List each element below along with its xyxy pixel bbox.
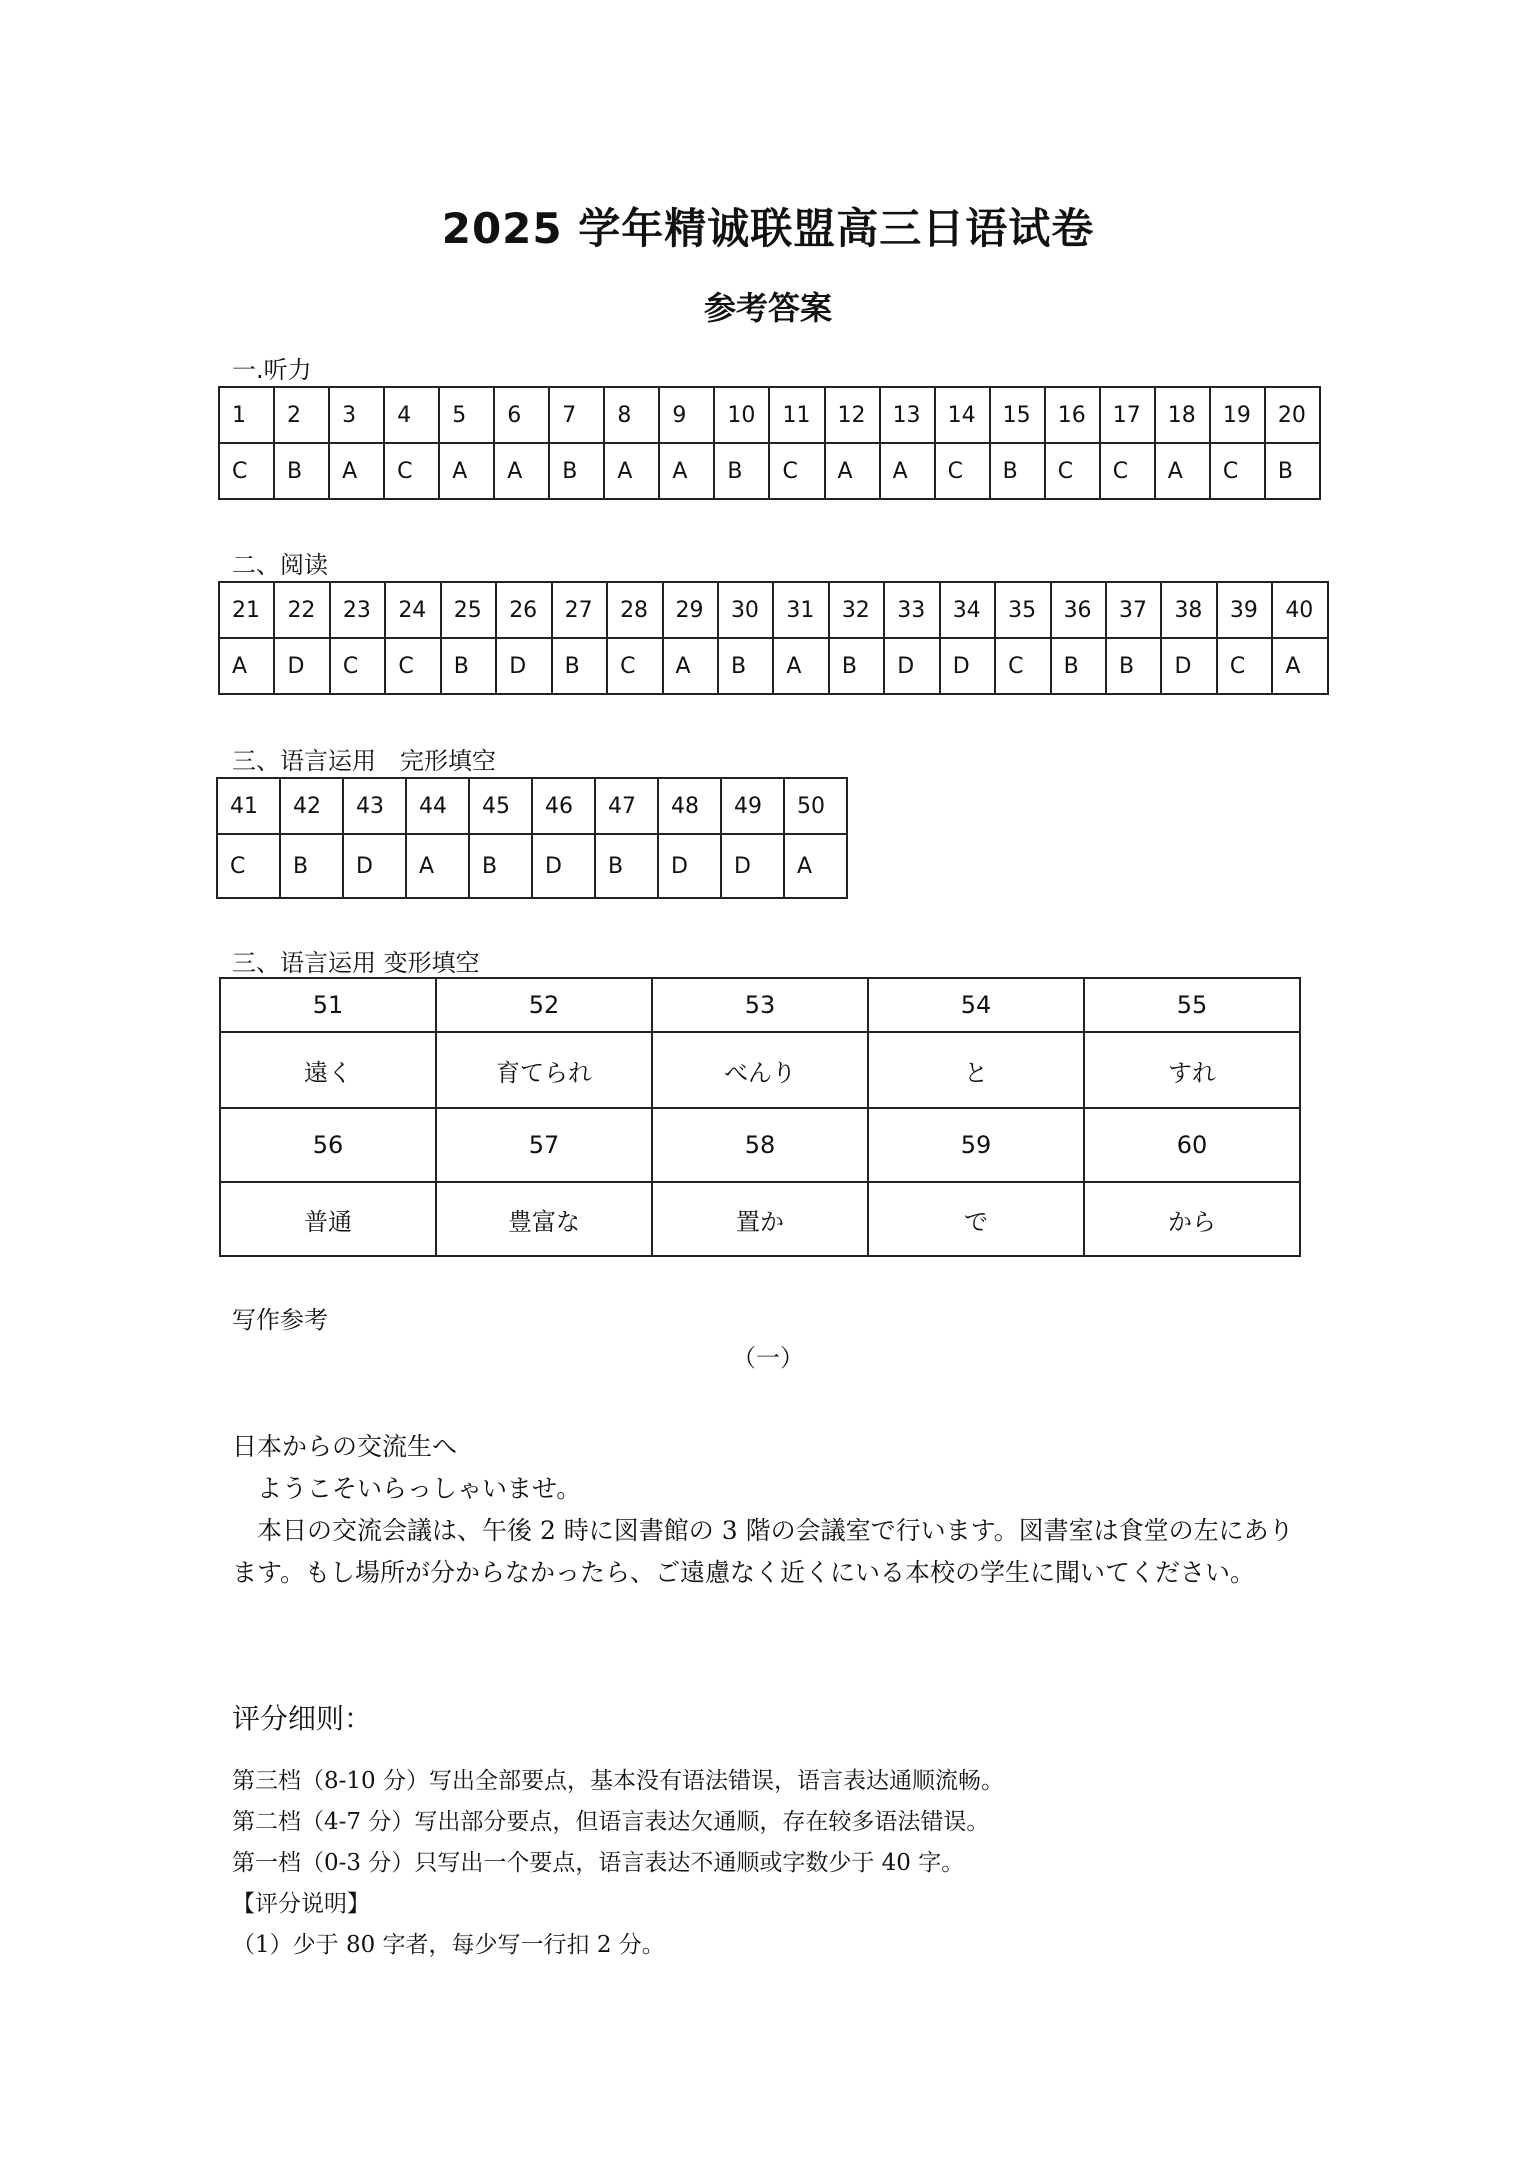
reading-label: 二、阅读 [232, 551, 328, 579]
question-number-cell: 27 [552, 582, 607, 638]
question-number-cell: 44 [406, 778, 469, 834]
answer-cell: D [532, 834, 595, 898]
answer-cell: A [1155, 443, 1210, 499]
answer-cell: C [1045, 443, 1100, 499]
answer-cell: B [595, 834, 658, 898]
answer-cell: B [990, 443, 1045, 499]
answer-cell: で [868, 1182, 1084, 1256]
answer-cell: C [995, 638, 1050, 694]
question-number-cell: 12 [825, 387, 880, 443]
answer-cell: C [1210, 443, 1265, 499]
question-number-cell: 41 [217, 778, 280, 834]
rubric-note1: （1）少于 80 字者，每少写一行扣 2 分。 [232, 1932, 665, 1958]
question-number-cell: 15 [990, 387, 1045, 443]
answer-cell: と [868, 1032, 1084, 1108]
question-number-cell: 13 [880, 387, 935, 443]
question-number-cell: 60 [1084, 1108, 1300, 1182]
answer-cell: D [343, 834, 406, 898]
cloze-table [216, 777, 848, 899]
question-number-cell: 43 [343, 778, 406, 834]
question-number-cell: 25 [441, 582, 496, 638]
question-number-cell: 17 [1100, 387, 1155, 443]
inflection-number-row-1 [220, 978, 1300, 1032]
answer-cell: A [439, 443, 494, 499]
question-number-cell: 47 [595, 778, 658, 834]
answer-cell: A [406, 834, 469, 898]
question-number-cell: 59 [868, 1108, 1084, 1182]
question-number-cell: 10 [714, 387, 769, 443]
answer-cell: C [330, 638, 385, 694]
cloze-label: 三、语言运用 完形填空 [232, 747, 496, 775]
answer-cell: C [219, 443, 274, 499]
inflection-answer-row-1 [220, 1032, 1300, 1108]
answer-cell: 遠く [220, 1032, 436, 1108]
answer-cell: A [663, 638, 718, 694]
question-number-cell: 21 [219, 582, 274, 638]
question-number-cell: 2 [274, 387, 329, 443]
rubric-heading: 评分细则： [232, 1702, 373, 1735]
question-number-cell: 37 [1106, 582, 1161, 638]
question-number-cell: 8 [604, 387, 659, 443]
answer-cell: A [1272, 638, 1328, 694]
answer-cell: D [721, 834, 784, 898]
answer-cell: A [604, 443, 659, 499]
listening-number-row [219, 387, 1320, 443]
answer-cell: B [549, 443, 604, 499]
answer-cell: D [274, 638, 329, 694]
answer-cell: B [280, 834, 343, 898]
answer-cell: べんり [652, 1032, 868, 1108]
question-number-cell: 3 [329, 387, 384, 443]
listening-answer-row [219, 443, 1320, 499]
rubric [232, 1698, 1332, 1966]
answer-cell: D [1161, 638, 1216, 694]
question-number-cell: 7 [549, 387, 604, 443]
answer-cell: B [441, 638, 496, 694]
question-number-cell: 26 [496, 582, 551, 638]
question-number-cell: 28 [607, 582, 662, 638]
answer-cell: C [607, 638, 662, 694]
answer-cell: A [880, 443, 935, 499]
question-number-cell: 31 [773, 582, 828, 638]
question-number-cell: 36 [1051, 582, 1106, 638]
answer-cell: A [773, 638, 828, 694]
question-number-cell: 57 [436, 1108, 652, 1182]
answer-cell: 普通 [220, 1182, 436, 1256]
answer-cell: B [274, 443, 329, 499]
answer-cell: B [469, 834, 532, 898]
question-number-cell: 24 [385, 582, 440, 638]
answer-cell: 豊富な [436, 1182, 652, 1256]
question-number-cell: 40 [1272, 582, 1328, 638]
rubric-tier1: 第一档（0-3 分）只写出一个要点，语言表达不通顺或字数少于 40 字。 [232, 1850, 965, 1876]
reading-number-row [219, 582, 1328, 638]
question-number-cell: 16 [1045, 387, 1100, 443]
question-number-cell: 33 [884, 582, 939, 638]
question-number-cell: 48 [658, 778, 721, 834]
answer-cell: C [384, 443, 439, 499]
question-number-cell: 52 [436, 978, 652, 1032]
writing-sample [232, 1426, 1312, 1594]
writing-greeting: 日本からの交流生へ [232, 1432, 458, 1461]
answer-cell: C [935, 443, 990, 499]
question-number-cell: 29 [663, 582, 718, 638]
answer-cell: B [718, 638, 773, 694]
answer-cell: D [884, 638, 939, 694]
inflection-answer-row-2 [220, 1182, 1300, 1256]
question-number-cell: 49 [721, 778, 784, 834]
writing-part: （一） [732, 1344, 804, 1372]
answer-cell: C [385, 638, 440, 694]
question-number-cell: 34 [940, 582, 995, 638]
reading-table [218, 581, 1329, 695]
question-number-cell: 14 [935, 387, 990, 443]
writing-body: 本日の交流会議は、午後 2 時に図書館の 3 階の会議室で行います。図書室は食堂の左にあります。もし場所が分からなかったら、ご遠慮なく近くにいる本校の学生に聞いてください。 [232, 1516, 1294, 1587]
cloze-number-row [217, 778, 847, 834]
question-number-cell: 22 [274, 582, 329, 638]
answer-cell: B [714, 443, 769, 499]
rubric-tier2: 第二档（4-7 分）写出部分要点，但语言表达欠通顺，存在较多语法错误。 [232, 1809, 990, 1835]
answer-cell: B [1106, 638, 1161, 694]
rubric-tier3: 第三档（8-10 分）写出全部要点，基本没有语法错误，语言表达通顺流畅。 [232, 1768, 1004, 1794]
question-number-cell: 5 [439, 387, 494, 443]
question-number-cell: 39 [1217, 582, 1272, 638]
question-number-cell: 4 [384, 387, 439, 443]
answer-cell: B [1051, 638, 1106, 694]
inflection-number-row-2 [220, 1108, 1300, 1182]
answer-cell: D [940, 638, 995, 694]
answer-cell: B [552, 638, 607, 694]
answer-cell: A [329, 443, 384, 499]
page-title: 2025 学年精诚联盟高三日语试卷 [441, 204, 1095, 253]
question-number-cell: 56 [220, 1108, 436, 1182]
question-number-cell: 55 [1084, 978, 1300, 1032]
inflection-table [219, 977, 1301, 1257]
answer-cell: C [1217, 638, 1272, 694]
question-number-cell: 9 [659, 387, 714, 443]
answer-cell: D [658, 834, 721, 898]
question-number-cell: 45 [469, 778, 532, 834]
page-subtitle: 参考答案 [703, 289, 832, 327]
question-number-cell: 58 [652, 1108, 868, 1182]
answer-cell: C [1100, 443, 1155, 499]
cloze-answer-row [217, 834, 847, 898]
listening-label: 一.听力 [232, 356, 312, 384]
question-number-cell: 23 [330, 582, 385, 638]
answer-cell: A [659, 443, 714, 499]
answer-cell: B [1265, 443, 1320, 499]
question-number-cell: 19 [1210, 387, 1265, 443]
answer-cell: C [217, 834, 280, 898]
listening-table [218, 386, 1321, 500]
answer-cell: から [1084, 1182, 1300, 1256]
question-number-cell: 1 [219, 387, 274, 443]
writing-label: 写作参考 [232, 1306, 328, 1334]
inflection-label: 三、语言运用 变形填空 [232, 949, 480, 977]
answer-cell: C [769, 443, 824, 499]
answer-cell: A [219, 638, 274, 694]
question-number-cell: 32 [829, 582, 884, 638]
answer-cell: D [496, 638, 551, 694]
writing-line1: ようこそいらっしゃいませ。 [257, 1474, 582, 1503]
question-number-cell: 38 [1161, 582, 1216, 638]
question-number-cell: 6 [494, 387, 549, 443]
rubric-notes-heading: 【评分说明】 [232, 1891, 370, 1917]
question-number-cell: 53 [652, 978, 868, 1032]
question-number-cell: 51 [220, 978, 436, 1032]
answer-cell: B [829, 638, 884, 694]
answer-cell: A [825, 443, 880, 499]
question-number-cell: 18 [1155, 387, 1210, 443]
answer-cell: すれ [1084, 1032, 1300, 1108]
answer-cell: 育てられ [436, 1032, 652, 1108]
question-number-cell: 46 [532, 778, 595, 834]
answer-cell: A [494, 443, 549, 499]
question-number-cell: 42 [280, 778, 343, 834]
question-number-cell: 20 [1265, 387, 1320, 443]
reading-answer-row [219, 638, 1328, 694]
question-number-cell: 30 [718, 582, 773, 638]
question-number-cell: 11 [769, 387, 824, 443]
question-number-cell: 54 [868, 978, 1084, 1032]
question-number-cell: 35 [995, 582, 1050, 638]
answer-cell: 置か [652, 1182, 868, 1256]
answer-cell: A [784, 834, 847, 898]
question-number-cell: 50 [784, 778, 847, 834]
